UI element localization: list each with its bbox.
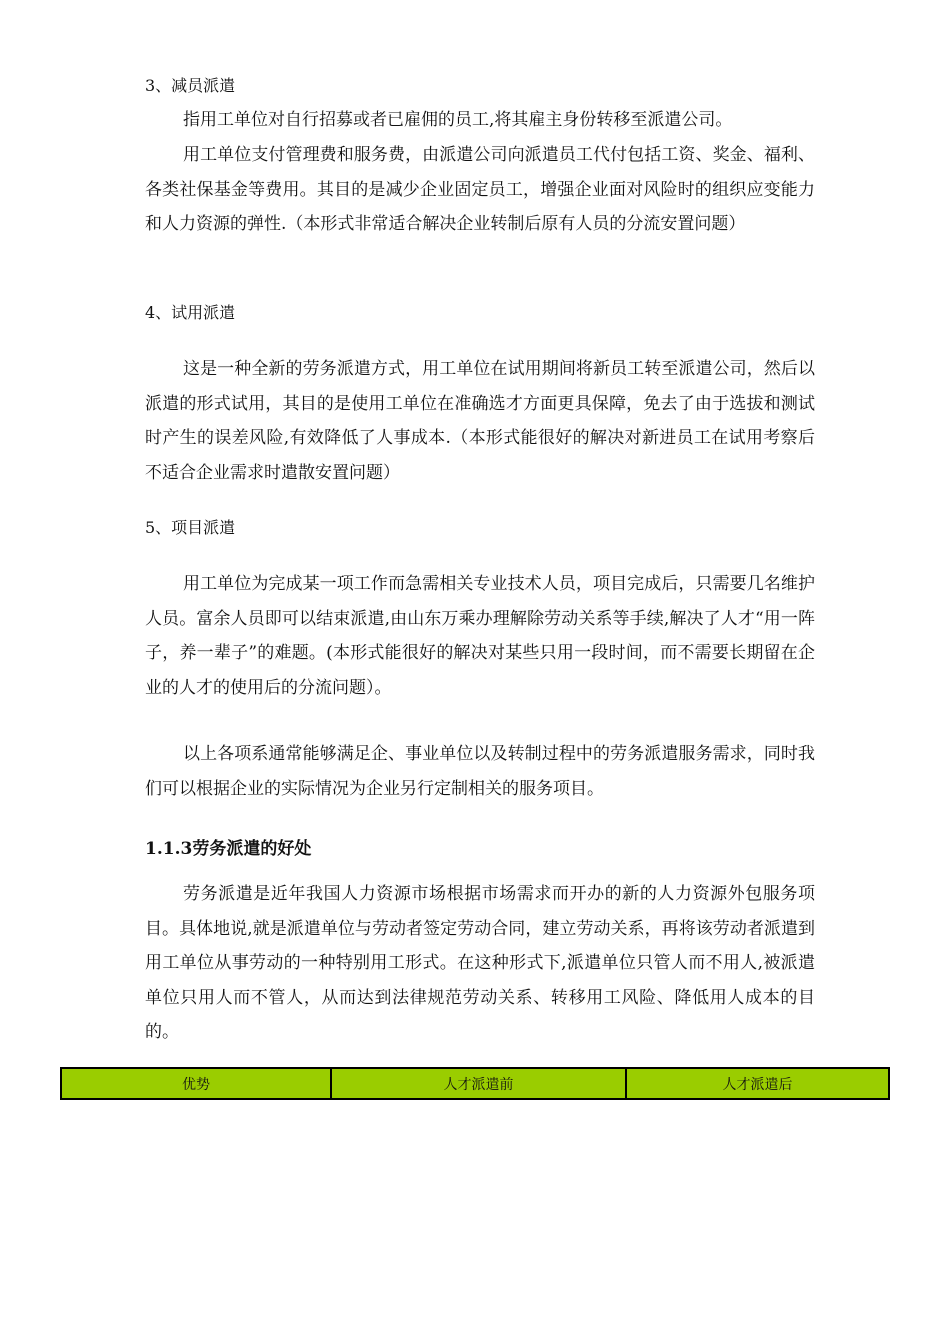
- section-4-paragraph: 这是一种全新的劳务派遣方式，用工单位在试用期间将新员工转至派遣公司，然后以派遣的形式试用，其目的是使用工单位在准确选才方面更具保障，免去了由于选拔和测试时产生的误差风险,有效降低了人事成本.（本形式能很好的解决对新进员工在试用考察后不适合企业需求时遣散安置问题）: [145, 359, 815, 483]
- section-5-heading: 5、项目派遣: [145, 518, 236, 537]
- table-header-row: [61, 1068, 889, 1099]
- summary-paragraph: 以上各项系通常能够满足企、事业单位以及转制过程中的劳务派遣服务需求，同时我们可以根据企业的实际情况为企业另行定制相关的服务项目。: [145, 744, 815, 799]
- table-header-cell: 人才派遣前: [331, 1068, 626, 1099]
- section-3-paragraph-2: 用工单位支付管理费和服务费，由派遣公司向派遣员工代付包括工资、奖金、福利、各类社保基金等费用。其目的是减少企业固定员工，增强企业面对风险时的组织应变能力和人力资源的弹性.（本形式非常适合解决企业转制后原有人员的分流安置问题）: [145, 145, 815, 234]
- section-3-paragraph-1: 指用工单位对自行招募或者已雇佣的员工,将其雇主身份转移至派遣公司。: [183, 110, 733, 130]
- benefits-paragraph: 劳务派遣是近年我国人力资源市场根据市场需求而开办的新的人力资源外包服务项目。具体地说,就是派遣单位与劳动者签定劳动合同，建立劳动关系，再将该劳动者派遣到用工单位从事劳动的一种特别用工形式。在这种形式下,派遣单位只管人而不用人,被派遣单位只用人而不管人，从而达到法律规范劳动关系、转移用工风险、降低用人成本的目的。: [145, 884, 815, 1042]
- table-header-cell: 优势: [61, 1068, 331, 1099]
- section-5-paragraph: 用工单位为完成某一项工作而急需相关专业技术人员，项目完成后，只需要几名维护人员。富余人员即可以结束派遣,由山东万乘办理解除劳动关系等手续,解决了人才“用一阵子，养一辈子”的难题。(本形式能很好的解决对某些只用一段时间，而不需要长期留在企业的人才的使用后的分流问题）。: [145, 574, 815, 698]
- section-3-heading: 3、减员派遣: [145, 76, 236, 95]
- table-header-cell: 人才派遣后: [626, 1068, 889, 1099]
- section-1-1-3-heading: 1.1.3劳务派遣的好处: [145, 839, 312, 859]
- benefits-table: [60, 1067, 890, 1100]
- section-4-heading: 4、试用派遣: [145, 303, 236, 322]
